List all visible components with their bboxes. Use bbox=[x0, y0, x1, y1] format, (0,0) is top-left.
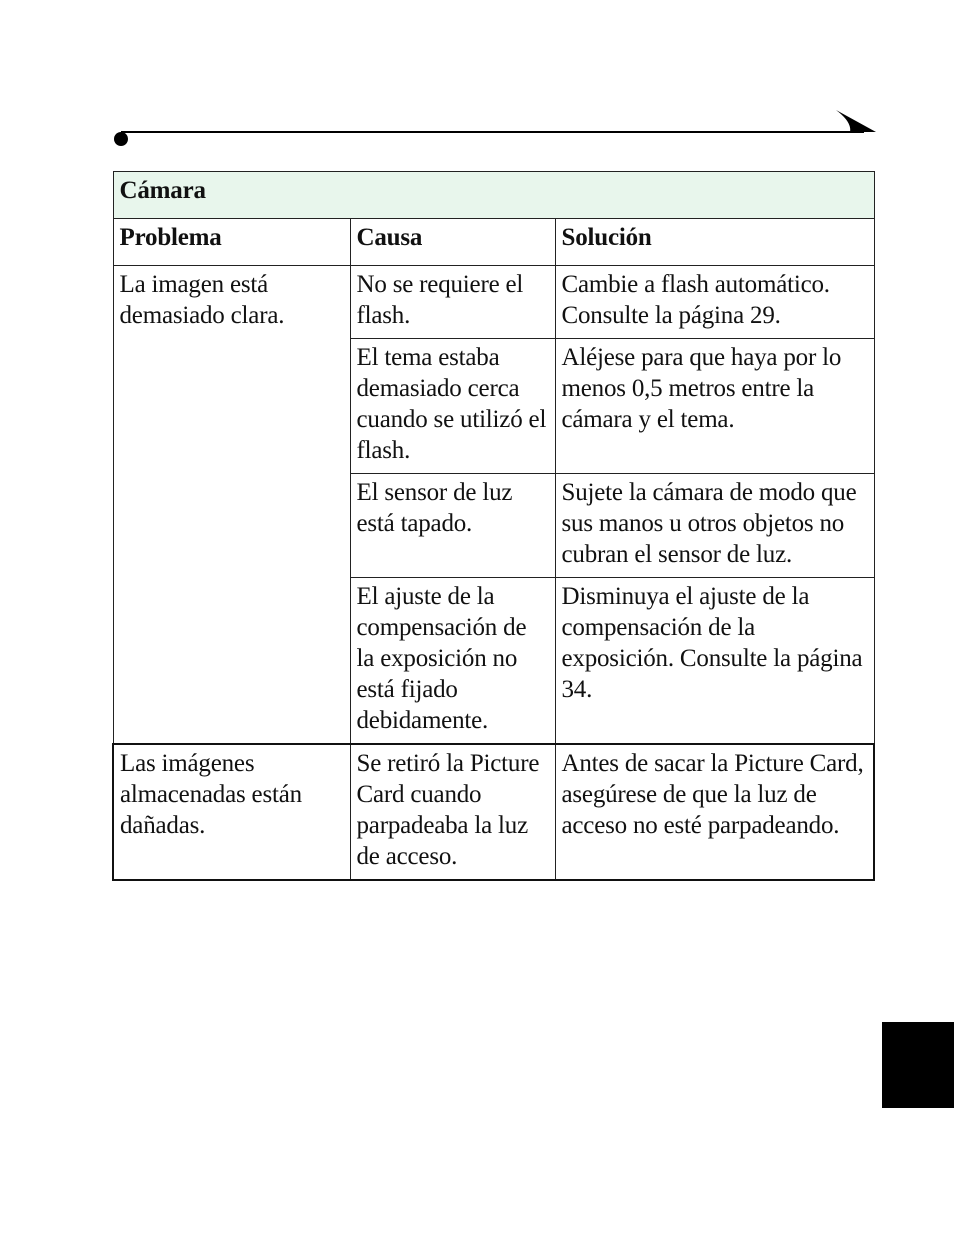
solution-cell: Aléjese para que haya por lo menos 0,5 metros entre la cámara y el tema. bbox=[555, 339, 874, 474]
solution-cell: Sujete la cámara de modo que sus manos u otros objetos no cubran el sensor de luz. bbox=[555, 474, 874, 578]
cause-cell: El sensor de luz está tapado. bbox=[350, 474, 555, 578]
troubleshooting-table bbox=[112, 171, 875, 881]
rule-arrowhead bbox=[836, 110, 876, 132]
header-problem: Problema bbox=[113, 219, 350, 266]
rule-dot bbox=[114, 132, 128, 146]
solution-cell: Antes de sacar la Picture Card, asegúrese de que la luz de acceso no esté parpadeando. bbox=[555, 744, 874, 880]
table-row bbox=[113, 744, 874, 880]
chapter-thumb-tab bbox=[882, 1022, 954, 1108]
cause-cell: El tema estaba demasiado cerca cuando se utilizó el flash. bbox=[350, 339, 555, 474]
column-header-row bbox=[113, 219, 874, 266]
cause-cell: El ajuste de la compensación de la exposición no está fijado debidamente. bbox=[350, 578, 555, 745]
header-rule-arrow bbox=[112, 108, 876, 148]
section-title: Cámara bbox=[113, 172, 874, 219]
table-row bbox=[113, 266, 874, 339]
cause-cell: Se retiró la Picture Card cuando parpadeaba la luz de acceso. bbox=[350, 744, 555, 880]
section-header-row bbox=[113, 172, 874, 219]
problem-cell: La imagen está demasiado clara. bbox=[113, 266, 350, 745]
solution-cell: Cambie a flash automático. Consulte la página 29. bbox=[555, 266, 874, 339]
solution-cell: Disminuya el ajuste de la compensación de la exposición. Consulte la página 34. bbox=[555, 578, 874, 745]
header-solution: Solución bbox=[555, 219, 874, 266]
cause-cell: No se requiere el flash. bbox=[350, 266, 555, 339]
problem-cell: Las imágenes almacenadas están dañadas. bbox=[113, 744, 350, 880]
header-cause: Causa bbox=[350, 219, 555, 266]
